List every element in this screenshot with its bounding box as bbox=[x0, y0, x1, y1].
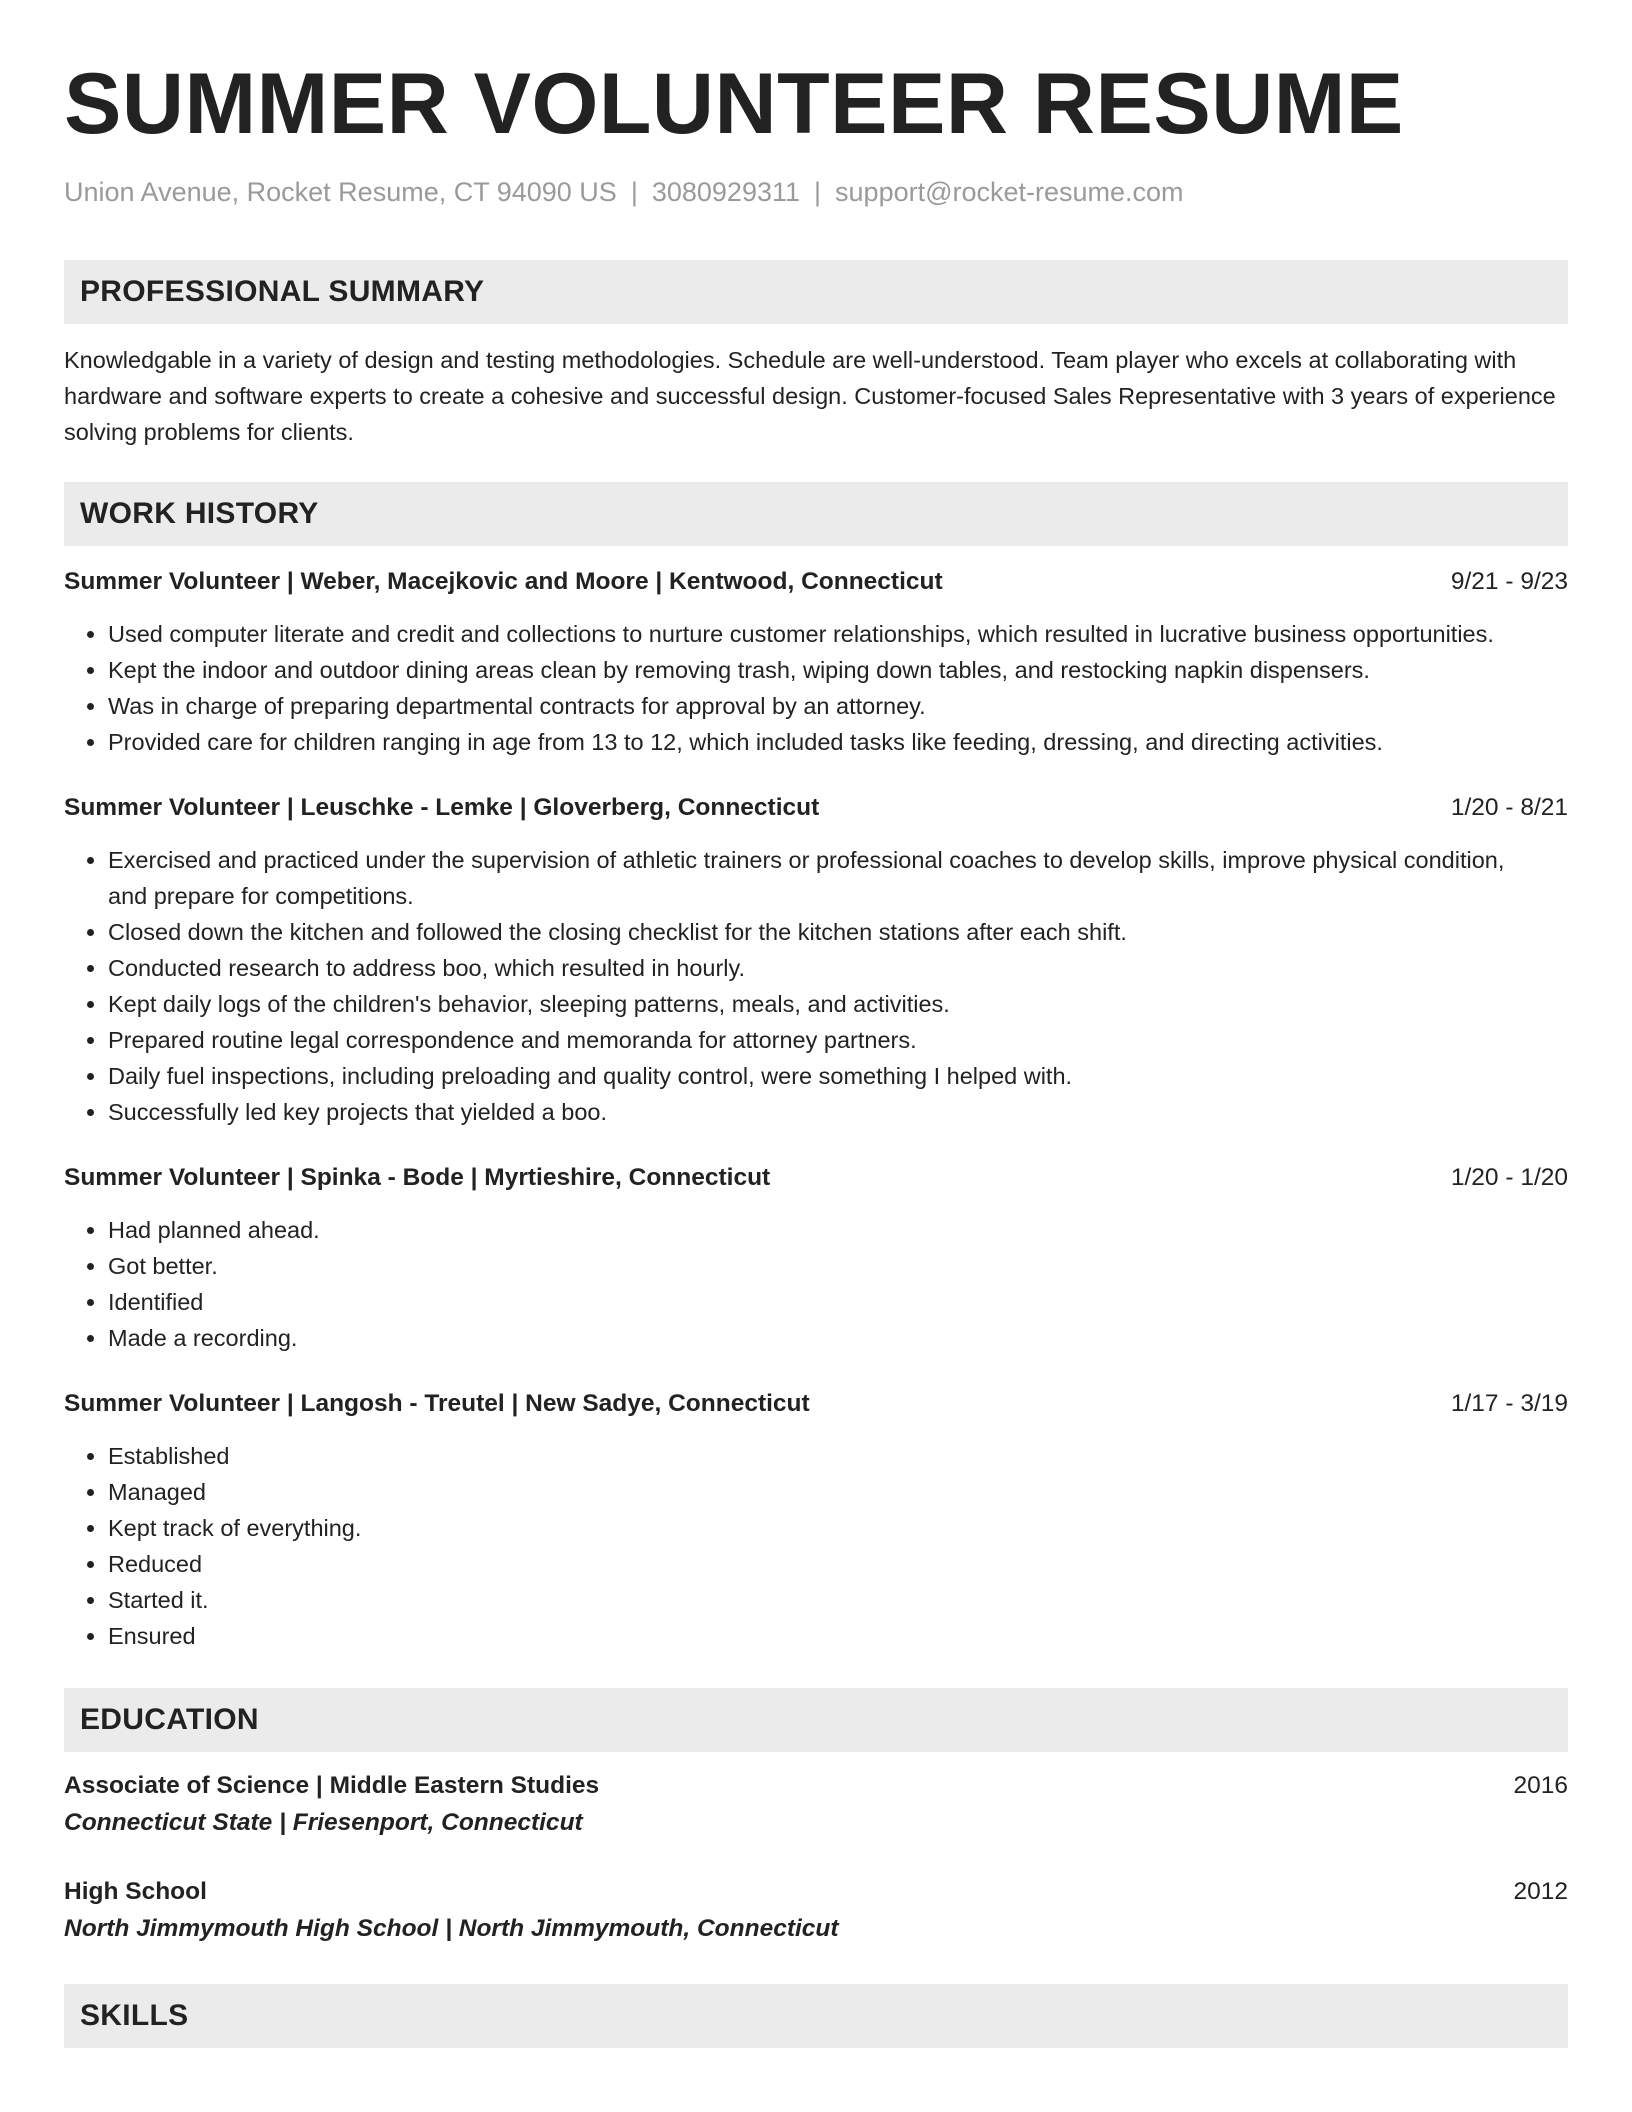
education-degree: Associate of Science | Middle Eastern Studies bbox=[64, 1772, 600, 1799]
job-bullet: • Kept the indoor and outdoor dining areas clean by removing trash, wiping down tables, and restocking napkin dispensers. bbox=[108, 652, 1568, 688]
section-heading-education: EDUCATION bbox=[64, 1688, 1568, 1752]
section-heading-work-history: WORK HISTORY bbox=[64, 482, 1568, 546]
job-bullet: • Conducted research to address boo, which resulted in hourly. bbox=[108, 950, 1568, 986]
job-entry bbox=[64, 790, 1568, 1130]
job-bullet: • Identified bbox=[108, 1284, 1568, 1320]
job-bullet: • Kept daily logs of the children's behavior, sleeping patterns, meals, and activities. bbox=[108, 986, 1568, 1022]
resume-page bbox=[64, 0, 1568, 2048]
education-entry bbox=[64, 1768, 1568, 1842]
job-bullet: • Provided care for children ranging in age from 13 to 12, which included tasks like feeding, dressing, and directing activities. bbox=[108, 724, 1568, 760]
education-entry bbox=[64, 1874, 1568, 1948]
job-bullet: • Was in charge of preparing departmental contracts for approval by an attorney. bbox=[108, 688, 1568, 724]
job-bullet: • Managed bbox=[108, 1474, 1568, 1510]
job-bullet: • Made a recording. bbox=[108, 1320, 1568, 1356]
summary-text: Knowledgable in a variety of design and testing methodologies. Schedule are well-understood. Team player who excels at collaborating with hardware and software experts to create a cohesive and successful design. Customer-focused Sales Representative with 3 years of experience solving problems for clients. bbox=[64, 347, 1556, 445]
section-heading-skills: SKILLS bbox=[64, 1984, 1568, 2048]
job-bullet: • Established bbox=[108, 1438, 1568, 1474]
job-bullet: • Got better. bbox=[108, 1248, 1568, 1284]
contact-email: support@rocket-resume.com bbox=[835, 177, 1184, 207]
education-school: North Jimmymouth High School | North Jimmymouth, Connecticut bbox=[64, 1915, 839, 1942]
job-bullet: • Used computer literate and credit and collections to nurture customer relationships, which resulted in lucrative business opportunities. bbox=[108, 616, 1568, 652]
job-bullets bbox=[64, 1438, 1568, 1654]
resume-title: SUMMER VOLUNTEER RESUME bbox=[64, 56, 1404, 152]
job-dates: 1/17 - 3/19 bbox=[1450, 1390, 1568, 1417]
job-bullet: • Kept track of everything. bbox=[108, 1510, 1568, 1546]
contact-line bbox=[64, 174, 1568, 210]
job-bullet: • Prepared routine legal correspondence and memoranda for attorney partners. bbox=[108, 1022, 1568, 1058]
job-bullet: • Exercised and practiced under the supervision of athletic trainers or professional coaches to develop skills, improve physical condition, and prepare for competitions. bbox=[108, 842, 1568, 914]
job-bullets bbox=[64, 616, 1568, 760]
job-bullet: • Ensured bbox=[108, 1618, 1568, 1654]
job-bullet: • Had planned ahead. bbox=[108, 1212, 1568, 1248]
education-school: Connecticut State | Friesenport, Connecticut bbox=[64, 1809, 583, 1836]
job-title: Summer Volunteer | Langosh - Treutel | New Sadye, Connecticut bbox=[64, 1390, 810, 1417]
education-year: 2016 bbox=[1513, 1772, 1568, 1799]
job-bullet: • Started it. bbox=[108, 1582, 1568, 1618]
education-year: 2012 bbox=[1513, 1878, 1568, 1905]
section-heading-summary: PROFESSIONAL SUMMARY bbox=[64, 260, 1568, 324]
education-degree: High School bbox=[64, 1878, 207, 1905]
job-bullet: • Daily fuel inspections, including preloading and quality control, were something I helped with. bbox=[108, 1058, 1568, 1094]
job-title: Summer Volunteer | Weber, Macejkovic and Moore | Kentwood, Connecticut bbox=[64, 568, 943, 595]
job-dates: 9/21 - 9/23 bbox=[1450, 568, 1568, 595]
job-dates: 1/20 - 1/20 bbox=[1450, 1164, 1568, 1191]
job-entry bbox=[64, 1386, 1568, 1654]
job-title: Summer Volunteer | Leuschke - Lemke | Gloverberg, Connecticut bbox=[64, 794, 820, 821]
contact-separator: | bbox=[630, 177, 638, 207]
job-entry bbox=[64, 564, 1568, 760]
job-bullets bbox=[64, 1212, 1568, 1356]
job-bullet: • Reduced bbox=[108, 1546, 1568, 1582]
contact-address: Union Avenue, Rocket Resume, CT 94090 US bbox=[64, 177, 617, 207]
job-bullet: • Successfully led key projects that yielded a boo. bbox=[108, 1094, 1568, 1130]
job-bullets bbox=[64, 842, 1568, 1130]
contact-separator: | bbox=[814, 177, 822, 207]
job-title: Summer Volunteer | Spinka - Bode | Myrtieshire, Connecticut bbox=[64, 1164, 771, 1191]
contact-phone: 3080929311 bbox=[651, 177, 801, 207]
job-bullet: • Closed down the kitchen and followed the closing checklist for the kitchen stations after each shift. bbox=[108, 914, 1568, 950]
job-dates: 1/20 - 8/21 bbox=[1450, 794, 1568, 821]
job-entry bbox=[64, 1160, 1568, 1356]
